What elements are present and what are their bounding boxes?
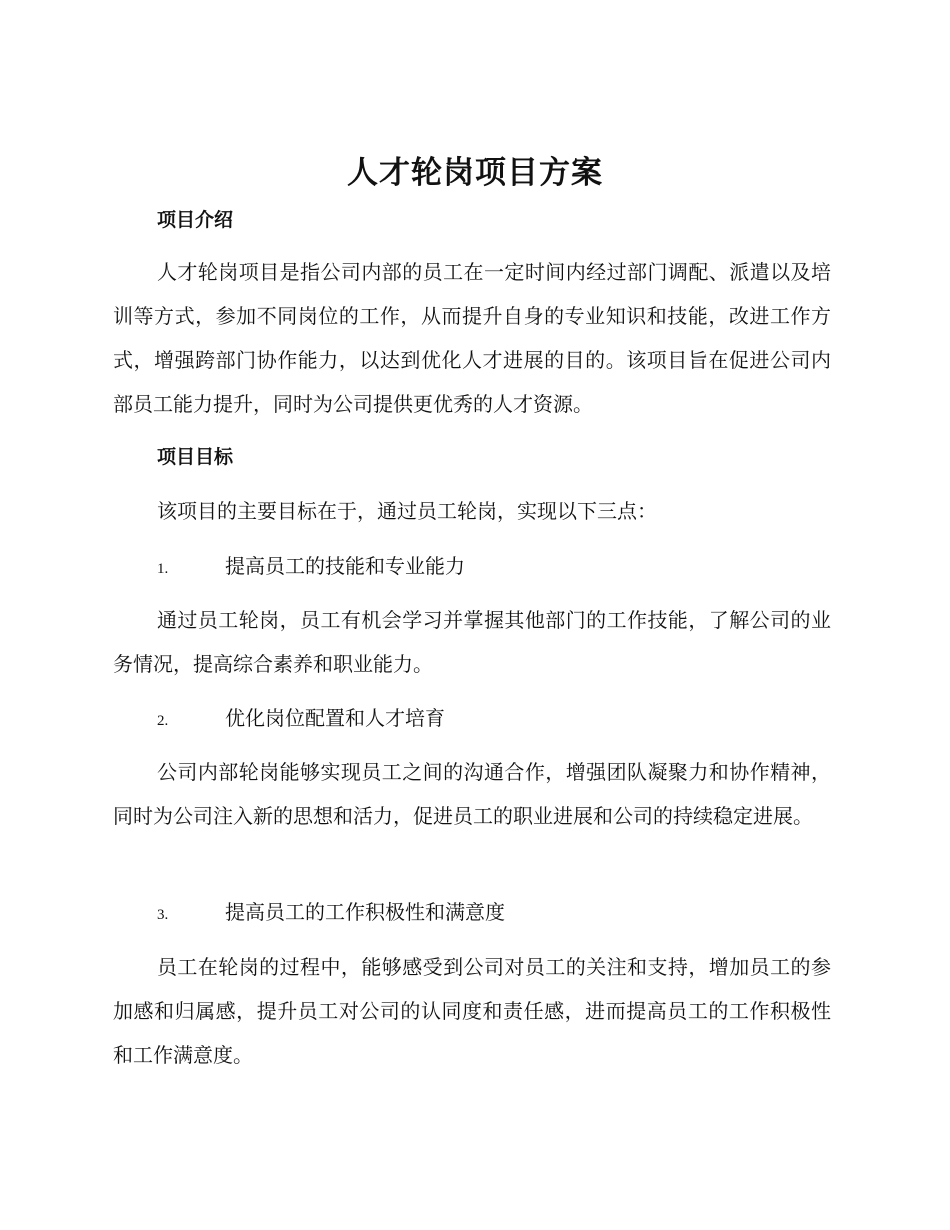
document-title: 人才轮岗项目方案	[347, 155, 603, 191]
goal-number: 2.	[157, 713, 169, 729]
goals-lead-text: 该项目的主要目标在于，通过员工轮岗，实现以下三点：	[157, 499, 657, 523]
goal-text: 公司内部轮岗能够实现员工之间的沟通合作，增强团队凝聚力和协作精神，同时为公司注入新的思想和活力，促进员工的职业进展和公司的持续稳定进展。	[113, 760, 831, 828]
goal-item-1	[157, 551, 465, 584]
intro-paragraph	[113, 250, 831, 426]
goal-item-2	[157, 703, 445, 736]
goal-text: 员工在轮岗的过程中，能够感受到公司对员工的关注和支持，增加员工的参加感和归属感，提升员工对公司的认同度和责任感，进而提高员工的工作积极性和工作满意度。	[113, 955, 831, 1067]
goal-number: 3.	[157, 907, 169, 923]
goal-title: 提高员工的工作积极性和满意度	[225, 900, 505, 924]
section-heading-goals: 项目目标	[157, 446, 234, 468]
goal-number: 1.	[157, 561, 169, 577]
goal-paragraph-1	[113, 598, 831, 686]
goal-text: 通过员工轮岗，员工有机会学习并掌握其他部门的工作技能，了解公司的业务情况，提高综合素养和职业能力。	[113, 608, 831, 676]
goal-title: 优化岗位配置和人才培育	[225, 706, 445, 730]
intro-text: 人才轮岗项目是指公司内部的员工在一定时间内经过部门调配、派遣以及培训等方式，参加不同岗位的工作，从而提升自身的专业知识和技能，改进工作方式，增强跨部门协作能力，以达到优化人才进展的目的。该项目旨在促进公司内部员工能力提升，同时为公司提供更优秀的人才资源。	[113, 260, 831, 416]
goal-paragraph-2	[113, 750, 831, 838]
goal-title: 提高员工的技能和专业能力	[225, 554, 465, 578]
goals-lead-paragraph	[113, 489, 831, 533]
goal-item-3	[157, 897, 505, 930]
section-heading-intro: 项目介绍	[157, 209, 234, 231]
goal-paragraph-3	[113, 945, 831, 1077]
